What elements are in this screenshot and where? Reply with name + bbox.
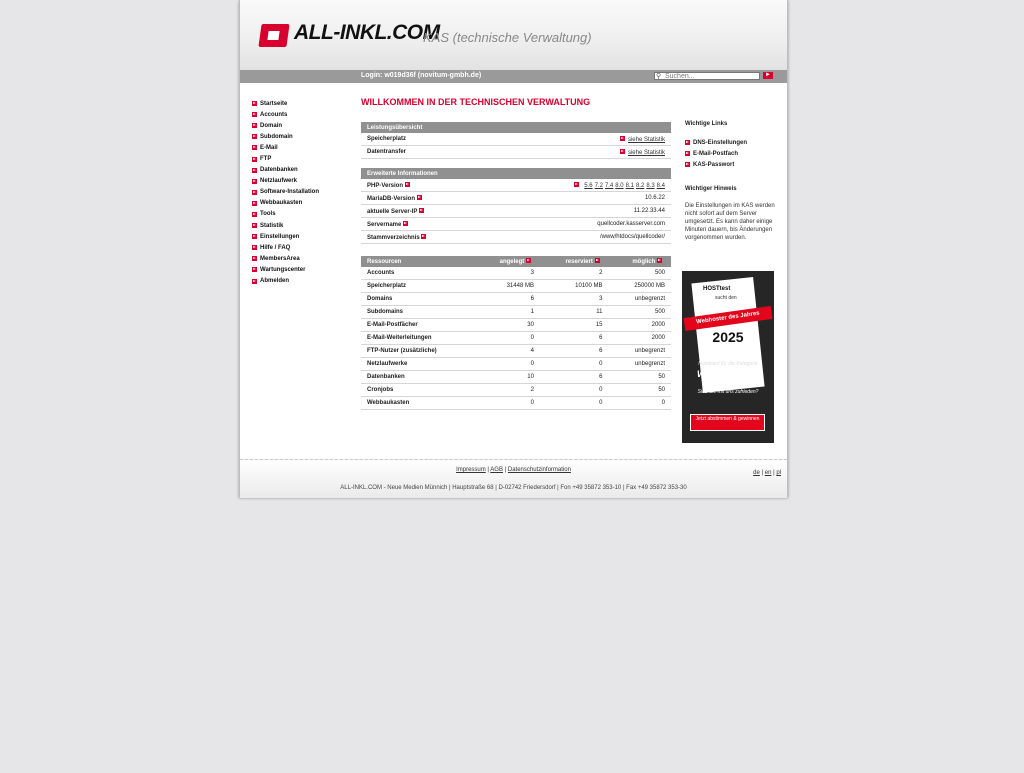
arrow-icon	[252, 256, 257, 261]
cell: 3	[475, 267, 540, 280]
cell: 6	[475, 293, 540, 306]
row-label	[361, 192, 491, 205]
sidebar-item-subdomain[interactable]	[252, 131, 319, 142]
cell: 2000	[609, 319, 672, 332]
ad-sucht-label: sucht den	[715, 295, 737, 301]
cell: Domains	[361, 293, 475, 306]
arrow-icon	[252, 112, 257, 117]
sidebar-item-netzlaufwerk[interactable]	[252, 176, 319, 187]
leistung-table	[361, 122, 671, 159]
lang-en[interactable]: en	[764, 470, 772, 476]
cell: 10100 MB	[540, 280, 609, 293]
cell: 1	[475, 306, 540, 319]
help-icon[interactable]	[417, 195, 422, 200]
row-value: 10.6.22	[491, 192, 671, 205]
lang-de[interactable]: de	[753, 470, 760, 476]
sidebar-item-datenbanken[interactable]	[252, 165, 319, 176]
sidebar-item-label: Tools	[260, 211, 276, 218]
footer	[240, 459, 787, 498]
arrow-icon	[252, 212, 257, 217]
search-icon: ⚲	[656, 73, 662, 80]
sidebar-item-webbaukasten[interactable]	[252, 198, 319, 209]
arrow-icon	[252, 279, 257, 284]
cell: 0	[540, 397, 609, 410]
sort-icon[interactable]	[657, 258, 662, 263]
cell: E-Mail-Weiterleitungen	[361, 332, 475, 345]
col-header-moeglich[interactable]	[609, 256, 672, 267]
footer-links: Impressum | AGB | Datenschutzinformation	[456, 467, 571, 473]
row-value: quellcoder.kasserver.com	[491, 218, 671, 231]
sidebar-item-label: Webbaukasten	[260, 200, 303, 207]
sidebar-item-label: Startseite	[260, 100, 288, 107]
row-label	[361, 179, 491, 192]
arrow-icon	[252, 123, 257, 128]
cell: 500	[609, 267, 672, 280]
search-submit-button[interactable]: ►	[763, 72, 773, 79]
sidebar-item-label: Software-Installation	[260, 189, 320, 196]
sidebar-item-einstellungen[interactable]	[252, 231, 319, 242]
table-row	[361, 332, 671, 345]
sort-icon[interactable]	[595, 258, 600, 263]
ad-category: WEBHOSTING	[697, 369, 759, 379]
erweitert-header: Erweiterte Informationen	[361, 168, 671, 179]
php-version-link[interactable]: 8.0	[615, 182, 624, 189]
search-placeholder: Suchen...	[665, 73, 695, 80]
link-email-postfach[interactable]	[685, 148, 777, 159]
right-sidebar	[685, 121, 777, 242]
logo-text[interactable]: ALL-INKL.COM	[294, 21, 440, 44]
ressourcen-table	[361, 256, 671, 410]
sidebar-item-label: Statistik	[260, 222, 284, 229]
table-row	[361, 218, 671, 231]
leistung-header: Leistungsübersicht	[361, 122, 671, 133]
col-header-label: möglich	[632, 259, 656, 265]
help-icon[interactable]	[419, 208, 424, 213]
col-header-reserviert[interactable]	[540, 256, 609, 267]
header-subtitle: KAS (technische Verwaltung)	[423, 30, 592, 45]
arrow-icon	[252, 245, 257, 250]
footer-address: ALL-INKL.COM - Neue Medien Münnich | Hauptstraße 68 | D-02742 Friedersdorf | Fon +49 35872 353-10 | Fax +49 35872 353-30	[340, 485, 687, 491]
col-header-label: angelegt	[499, 259, 525, 265]
cell: Cronjobs	[361, 384, 475, 397]
sidebar-item-membersarea[interactable]	[252, 253, 319, 264]
row-value: /www/htdocs/quellcoder/	[491, 231, 671, 244]
sidebar-item-label: Abmelden	[260, 278, 290, 285]
hint-title: Wichtiger Hinweis	[685, 186, 737, 192]
cell: 500	[609, 306, 672, 319]
cell: 0	[609, 397, 672, 410]
table-row	[361, 397, 671, 410]
search-input[interactable]	[654, 72, 760, 80]
cell: Accounts	[361, 267, 475, 280]
cell: unbegrenzt	[609, 358, 672, 371]
arrow-icon	[685, 140, 690, 145]
page-container	[239, 0, 788, 497]
table-row	[361, 231, 671, 244]
footer-link-impressum[interactable]: Impressum	[456, 467, 486, 473]
link-label: DNS-Einstellungen	[693, 139, 748, 146]
arrow-icon	[252, 179, 257, 184]
table-row	[361, 133, 671, 146]
cell: 0	[475, 397, 540, 410]
row-label-text: Servername	[367, 221, 402, 228]
link-kas-passwort[interactable]	[685, 159, 777, 170]
col-header-angelegt[interactable]	[475, 256, 540, 267]
cell: 250000 MB	[609, 280, 672, 293]
cell: 6	[540, 332, 609, 345]
sidebar-item-tools[interactable]	[252, 209, 319, 220]
sidebar-item-startseite[interactable]	[252, 98, 319, 109]
table-row	[361, 306, 671, 319]
sidebar-item-label: Wartungscenter	[260, 266, 306, 273]
php-version-link[interactable]: 8.1	[625, 182, 634, 189]
ad-year: 2025	[712, 329, 744, 345]
row-label-text: Stammverzeichnis	[367, 234, 420, 241]
cell: 50	[609, 384, 672, 397]
link-label: E-Mail-Postfach	[693, 150, 739, 157]
php-version-link[interactable]: 7.4	[604, 182, 614, 189]
stat-link-cell	[507, 133, 671, 146]
sidebar-item-label: Datenbanken	[260, 167, 298, 174]
php-label: PHP-Version	[367, 182, 404, 189]
sidebar-item-label: Domain	[260, 122, 283, 129]
cell: 30	[475, 319, 540, 332]
cell: 6	[540, 371, 609, 384]
ad-banner[interactable]	[682, 271, 774, 443]
header	[240, 0, 787, 70]
php-version-link[interactable]: 8.4	[656, 182, 665, 189]
row-label-text: aktuelle Server-IP	[367, 208, 418, 215]
page-title: WILLKOMMEN IN DER TECHNISCHEN VERWALTUNG	[361, 97, 591, 107]
cell: Webbaukasten	[361, 397, 475, 410]
arrow-icon	[252, 201, 257, 206]
sidebar-item-wartungscenter[interactable]	[252, 264, 319, 275]
arrow-icon	[620, 136, 625, 141]
footer-link-datenschutz[interactable]: Datenschutzinformation	[507, 467, 571, 473]
table-row	[361, 192, 671, 205]
cell: 31448 MB	[475, 280, 540, 293]
cell: Datenbanken	[361, 371, 475, 384]
col-header-label: reserviert	[565, 259, 593, 265]
sidebar-item-hilfe-faq[interactable]	[252, 242, 319, 253]
table-row	[361, 280, 671, 293]
cell: 6	[540, 345, 609, 358]
cell: unbegrenzt	[609, 345, 672, 358]
sidebar-item-domain[interactable]	[252, 120, 319, 131]
row-label	[361, 218, 491, 231]
cell: 50	[609, 371, 672, 384]
cell: Netzlaufwerke	[361, 358, 475, 371]
cell: 10	[475, 371, 540, 384]
cell: 3	[540, 293, 609, 306]
table-row	[361, 267, 671, 280]
sidebar-item-ftp[interactable]	[252, 153, 319, 164]
login-bar	[240, 70, 787, 83]
row-label	[361, 205, 491, 218]
arrow-icon	[252, 145, 257, 150]
ad-vote-button[interactable]: Jetzt abstimmen & gewinnen	[690, 414, 765, 431]
sidebar-item-label: MembersArea	[260, 255, 300, 262]
sidebar-item-abmelden[interactable]	[252, 276, 319, 287]
php-version-link[interactable]: 8.3	[646, 182, 655, 189]
table-row	[361, 179, 671, 192]
sidebar-item-email[interactable]	[252, 142, 319, 153]
sidebar-item-label: Hilfe / FAQ	[260, 244, 291, 251]
cell: 2	[540, 267, 609, 280]
table-row	[361, 146, 671, 159]
ad-band: Webhoster des Jahres	[684, 306, 773, 331]
arrow-icon	[252, 190, 257, 195]
cell: 0	[475, 332, 540, 345]
sidebar-item-label: Subdomain	[260, 133, 293, 140]
stat-link-cell	[507, 146, 671, 159]
arrow-icon	[252, 168, 257, 173]
sidebar-nav	[252, 98, 319, 287]
row-label: Speicherplatz	[361, 133, 507, 146]
help-icon[interactable]	[403, 221, 408, 226]
table-row	[361, 371, 671, 384]
sidebar-item-label: Einstellungen	[260, 233, 300, 240]
erweitert-table	[361, 168, 671, 244]
cell: unbegrenzt	[609, 293, 672, 306]
link-label: KAS-Passwort	[693, 161, 735, 168]
arrow-icon	[252, 223, 257, 228]
table-row	[361, 345, 671, 358]
row-value: 11.22.33.44	[491, 205, 671, 218]
col-header: Ressourcen	[361, 256, 475, 267]
language-switch: de | en | pl	[753, 470, 781, 476]
logo-icon	[258, 24, 289, 47]
arrow-icon	[252, 101, 257, 106]
arrow-icon	[252, 234, 257, 239]
sidebar-item-label: FTP	[260, 156, 272, 163]
arrow-icon	[685, 162, 690, 167]
footer-link-agb[interactable]: AGB	[490, 467, 503, 473]
cell: Speicherplatz	[361, 280, 475, 293]
sort-icon[interactable]	[526, 258, 531, 263]
links-title: Wichtige Links	[685, 121, 728, 127]
main-content	[361, 97, 671, 410]
php-version-link[interactable]: 8.2	[635, 182, 645, 189]
arrow-icon	[685, 151, 690, 156]
row-label	[361, 231, 491, 244]
arrow-icon	[252, 134, 257, 139]
cell: 4	[475, 345, 540, 358]
help-icon[interactable]	[421, 234, 426, 239]
lang-pl[interactable]: pl	[776, 470, 781, 476]
cell: 11	[540, 306, 609, 319]
stat-link[interactable]: siehe Statistik	[627, 149, 665, 156]
ad-nominated: Nominiert für die Kategorie	[698, 361, 758, 367]
row-label-text: MariaDB-Version	[367, 195, 416, 202]
sidebar-item-statistik[interactable]	[252, 220, 319, 231]
stat-link[interactable]: siehe Statistik	[627, 136, 665, 143]
arrow-icon	[252, 267, 257, 272]
table-row	[361, 319, 671, 332]
arrow-icon	[252, 157, 257, 162]
sidebar-item-label: Accounts	[260, 111, 288, 118]
php-versions	[491, 179, 671, 192]
php-version-link[interactable]: 5.6	[584, 182, 593, 189]
link-dns-einstellungen[interactable]	[685, 137, 777, 148]
table-row	[361, 293, 671, 306]
php-version-link[interactable]: 7.2	[594, 182, 603, 189]
sidebar-item-label: Netzlaufwerk	[260, 178, 298, 185]
arrow-icon	[574, 182, 579, 187]
cell: Subdomains	[361, 306, 475, 319]
ad-host-label: HOSTtest	[703, 286, 731, 292]
hint-text: Die Einstellungen im KAS werden nicht sofort auf dem Server umgesetzt. Es kann daher einige Minuten dauern, bis Änderungen vorgenommen wurden.	[685, 203, 775, 241]
table-row	[361, 384, 671, 397]
cell: FTP-Nutzer (zusätzliche)	[361, 345, 475, 358]
table-row	[361, 358, 671, 371]
row-label: Datentransfer	[361, 146, 507, 159]
cell: 0	[540, 384, 609, 397]
table-row	[361, 205, 671, 218]
sidebar-item-software-installation[interactable]	[252, 187, 319, 198]
cell: 0	[475, 358, 540, 371]
arrow-icon	[620, 149, 625, 154]
cell: 2000	[609, 332, 672, 345]
ad-question: Sind Sie mit uns zufrieden?	[697, 389, 759, 395]
cell: 2	[475, 384, 540, 397]
cell: 0	[540, 358, 609, 371]
login-info: Login: w019d36f (novitum-gmbh.de)	[361, 72, 482, 79]
sidebar-item-accounts[interactable]	[252, 109, 319, 120]
sidebar-item-label: E-Mail	[260, 144, 278, 151]
help-icon[interactable]	[405, 182, 410, 187]
cell: 15	[540, 319, 609, 332]
cell: E-Mail-Postfächer	[361, 319, 475, 332]
